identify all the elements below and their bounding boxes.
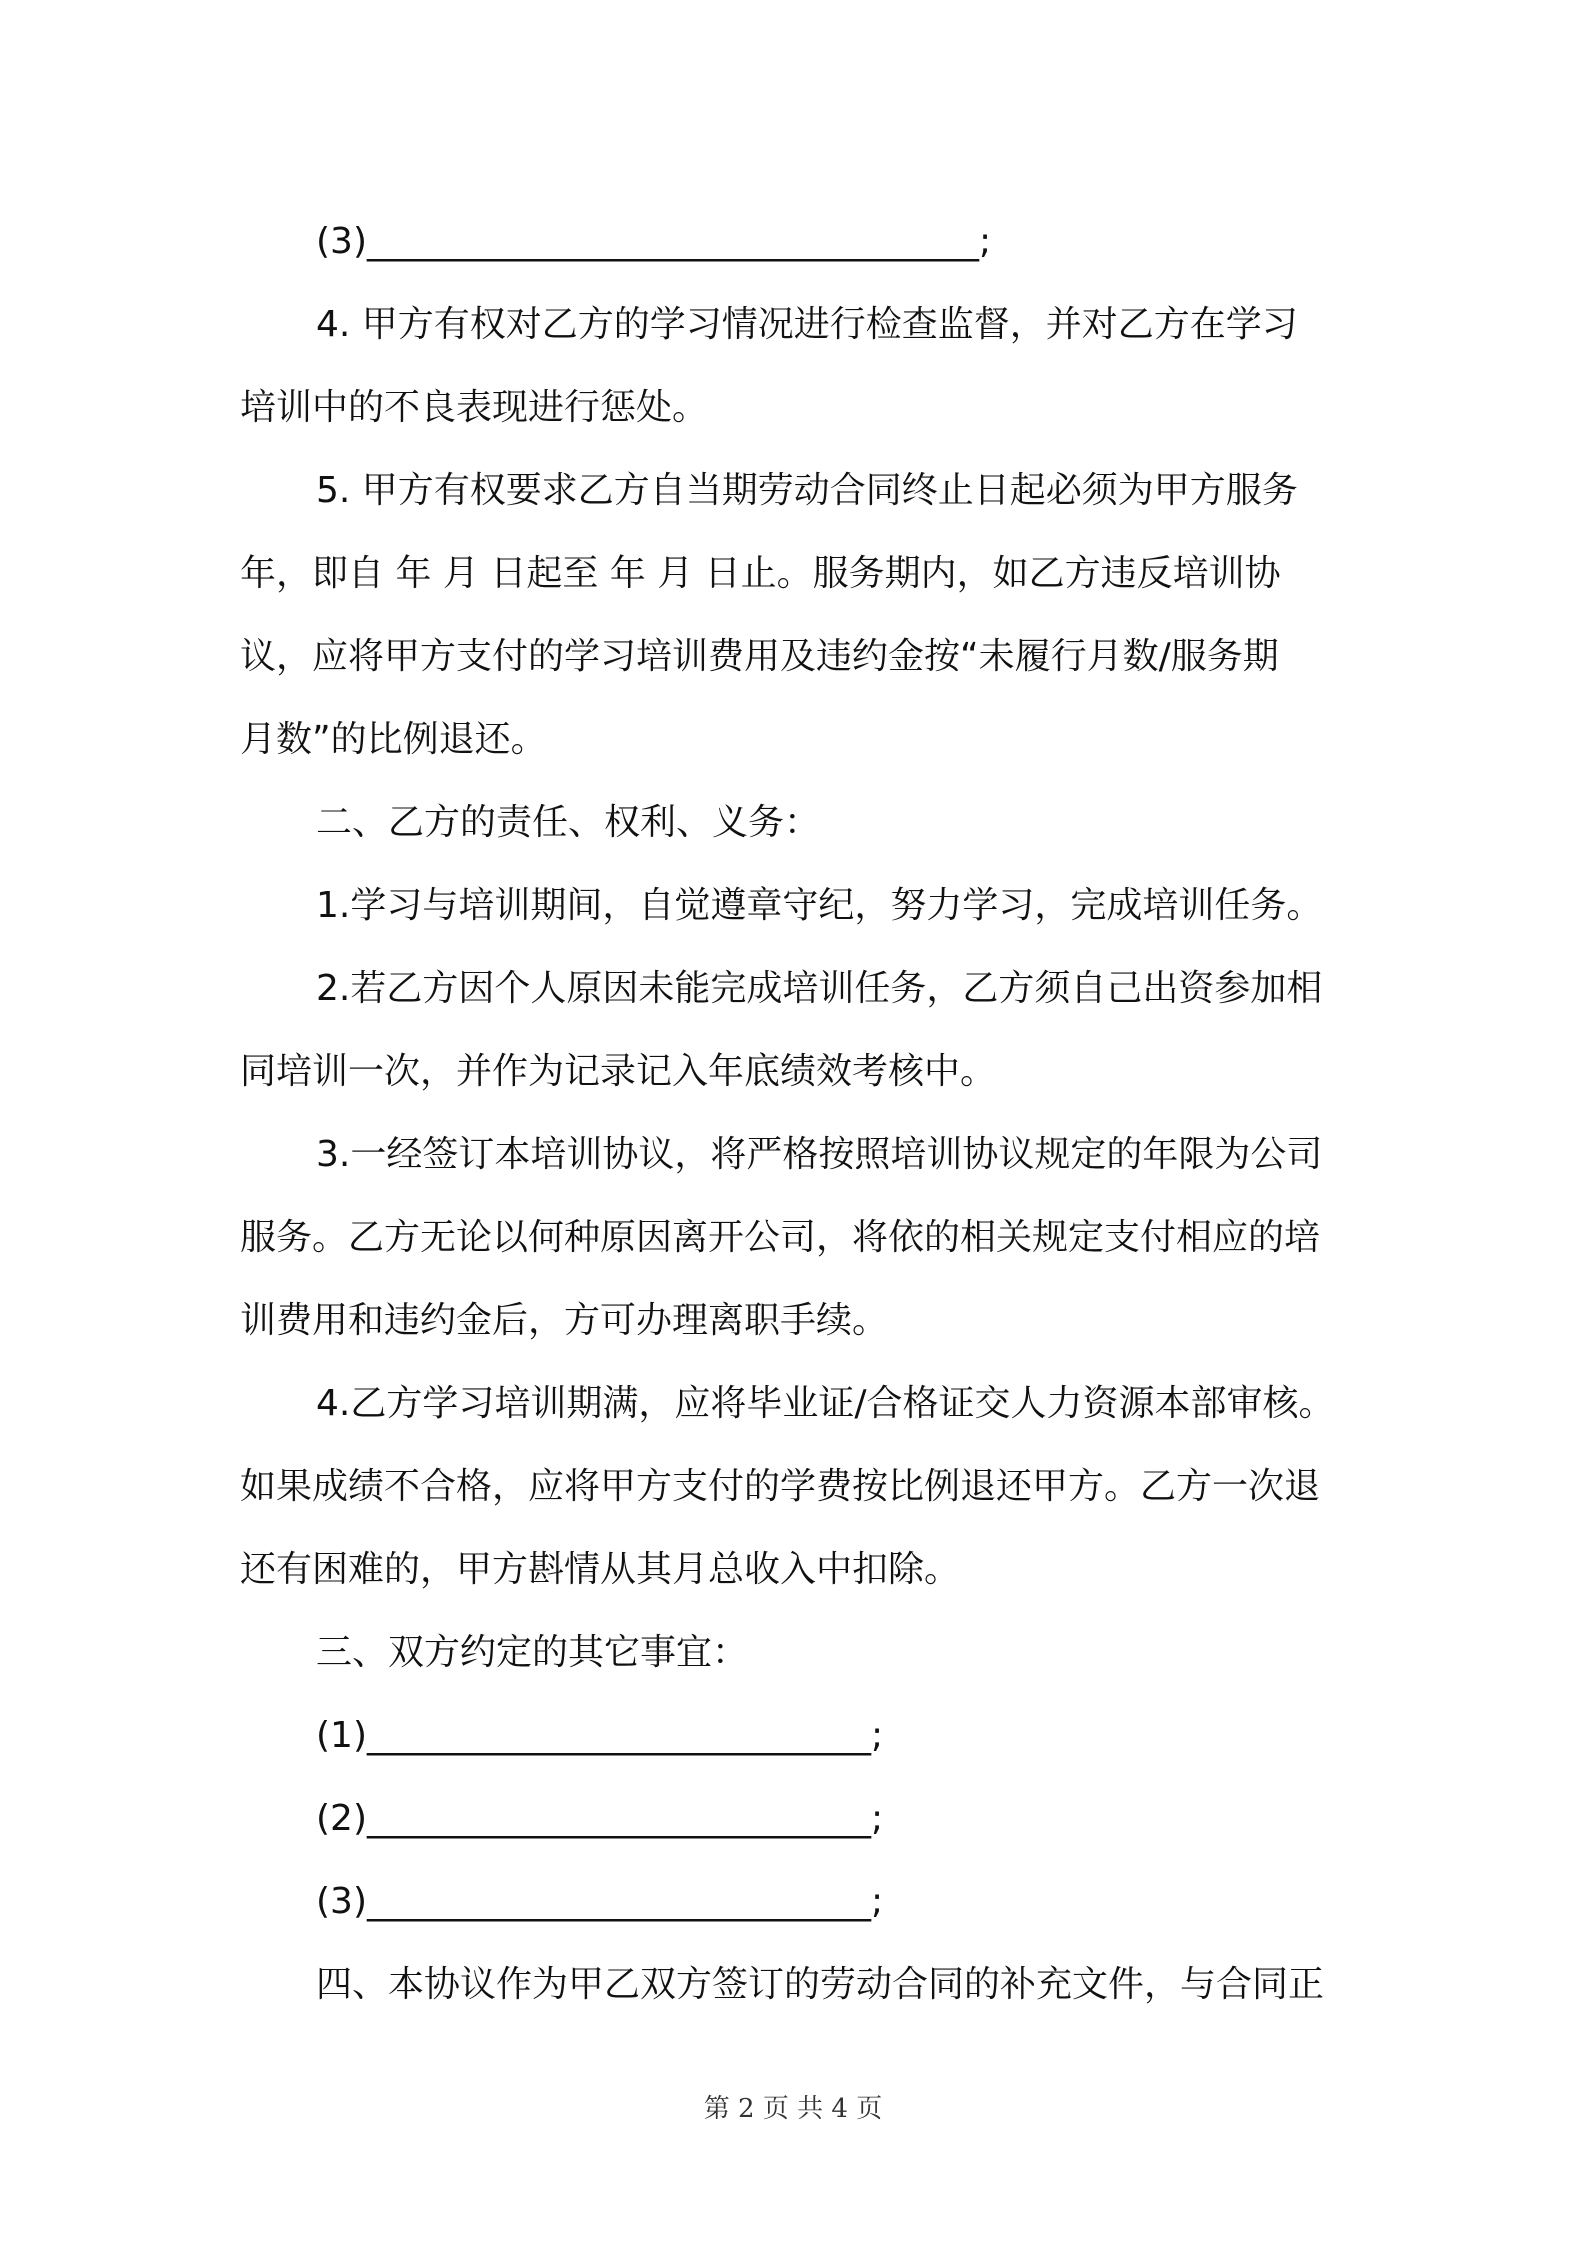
paragraph-line: 议，应将甲方支付的学习培训费用及违约金按“未履行月数/服务期 bbox=[240, 636, 1279, 677]
page-number-footer: 第 2 页 共 4 页 bbox=[703, 2094, 883, 2124]
paragraph-line: 训费用和违约金后，方可办理离职手续。 bbox=[240, 1300, 889, 1341]
paragraph-line: 5. 甲方有权要求乙方自当期劳动合同终止日起必须为甲方服务 bbox=[316, 470, 1298, 511]
paragraph-line: 还有困难的，甲方斟情从其月总收入中扣除。 bbox=[240, 1549, 961, 1590]
paragraph-line: 如果成绩不合格，应将甲方支付的学费按比例退还甲方。乙方一次退 bbox=[240, 1466, 1321, 1507]
paragraph-line: 4.乙方学习培训期满，应将毕业证/合格证交人力资源本部审核。 bbox=[316, 1383, 1335, 1424]
section-heading: 四、本协议作为甲乙双方签订的劳动合同的补充文件，与合同正 bbox=[316, 1964, 1325, 2005]
paragraph-line: 1.学习与培训期间，自觉遵章守纪，努力学习，完成培训任务。 bbox=[316, 885, 1323, 926]
paragraph-line: 年，即自 年 月 日起至 年 月 日止。服务期内，如乙方违反培训协 bbox=[240, 553, 1281, 594]
paragraph-line: 4. 甲方有权对乙方的学习情况进行检查监督，并对乙方在学习 bbox=[316, 304, 1298, 345]
blank-item-3: (3)__________________________________; bbox=[316, 221, 992, 262]
paragraph-line: 2.若乙方因个人原因未能完成培训任务，乙方须自己出资参加相 bbox=[316, 968, 1323, 1009]
blank-item-2: (2)____________________________; bbox=[316, 1798, 884, 1839]
document-body bbox=[240, 200, 1358, 2026]
blank-item-3: (3)____________________________; bbox=[316, 1881, 884, 1922]
paragraph-line: 服务。乙方无论以何种原因离开公司，将依的相关规定支付相应的培 bbox=[240, 1217, 1321, 1258]
paragraph-line: 培训中的不良表现进行惩处。 bbox=[240, 387, 709, 428]
section-heading: 三、双方约定的其它事宜： bbox=[316, 1632, 749, 1673]
section-heading: 二、乙方的责任、权利、义务： bbox=[316, 802, 821, 843]
paragraph-line: 3.一经签订本培训协议，将严格按照培训协议规定的年限为公司 bbox=[316, 1134, 1323, 1175]
paragraph-line: 月数”的比例退还。 bbox=[240, 719, 547, 760]
paragraph-line: 同培训一次，并作为记录记入年底绩效考核中。 bbox=[240, 1051, 997, 1092]
blank-item-1: (1)____________________________; bbox=[316, 1715, 884, 1756]
